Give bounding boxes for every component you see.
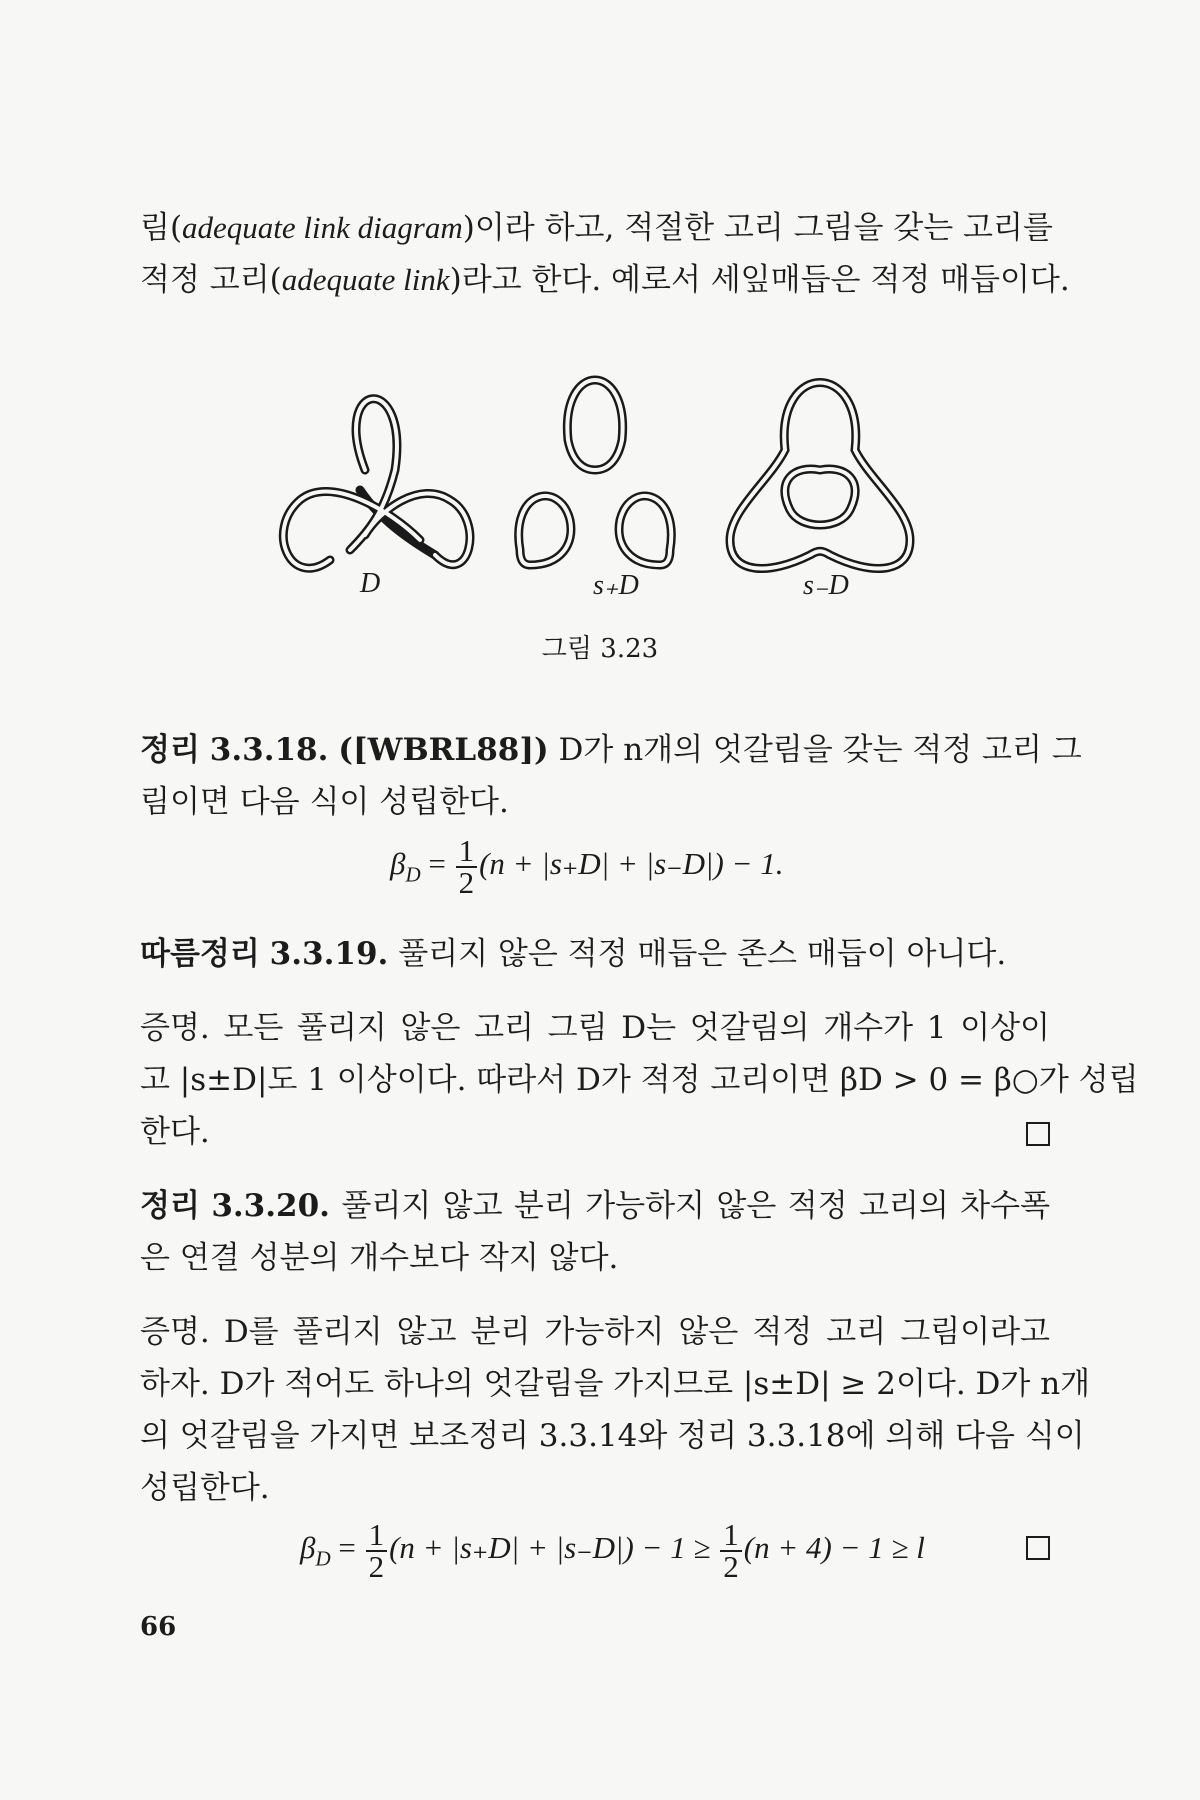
theorem-line xyxy=(140,728,1082,772)
fraction xyxy=(720,1517,742,1584)
theorem-number: 3.3.18. xyxy=(209,732,329,768)
corollary-head: 따름정리 xyxy=(140,936,260,972)
corollary-text: 풀리지 않은 적정 매듭은 존스 매듭이 아니다. xyxy=(398,936,1007,972)
formula-beta-d: $\beta_D$ = $\frac{1}{2}$ (n + |s₊D| + |s₋D|) − 1. xyxy=(390,833,784,900)
fraction xyxy=(456,833,478,900)
theorem-text: 풀리지 않고 분리 가능하지 않은 적정 고리의 차수폭 xyxy=(341,1188,1051,1224)
text: )이라 하고, 적절한 고리 그림을 갖는 고리를 xyxy=(462,210,1053,246)
corollary-number: 3.3.19. xyxy=(269,936,389,972)
formula-rhs: (n + |s₊D| + |s₋D|) − 1. xyxy=(479,846,784,882)
theorem-reference: ([WBRL88]) xyxy=(338,732,549,768)
formula-inequality: $\beta_D$ = $\frac{1}{2}$ (n + |s₊D| + |s₋D|) − 1 ≥ $\frac{1}{2}$ (n + 4) − 1 ≥ l xyxy=(300,1517,925,1584)
formula-middle: (n + |s₊D| + |s₋D|) − 1 ≥ xyxy=(389,1530,711,1566)
page-number: 66 xyxy=(140,1612,177,1642)
term-italic: adequate link xyxy=(281,262,450,297)
s-plus-state xyxy=(519,380,672,565)
fraction-numerator: 1 xyxy=(720,1520,742,1552)
proof-line: 고 |s±D|도 1 이상이다. 따라서 D가 적정 고리이면 βD > 0 = β○가 성립 xyxy=(140,1062,1139,1098)
paragraph-line xyxy=(140,206,1053,250)
proof-line: 성립한다. xyxy=(140,1470,270,1506)
proof-line: 증명. D를 풀리지 않고 분리 가능하지 않은 적정 고리 그림이라고 xyxy=(140,1314,1050,1350)
theorem-number: 3.3.20. xyxy=(211,1188,330,1224)
formula-end: (n + 4) − 1 ≥ l xyxy=(743,1530,925,1566)
math-symbol: β xyxy=(390,846,406,882)
figure-label-s-plus-d: s₊D xyxy=(593,570,639,601)
fraction-denominator: 2 xyxy=(458,865,475,900)
paragraph-line xyxy=(140,258,1070,302)
text: 적정 고리( xyxy=(140,262,282,298)
proof-line: 의 엇갈림을 가지면 보조정리 3.3.14와 정리 3.3.18에 의해 다음 식이 xyxy=(140,1418,1085,1454)
trefoil-diagram xyxy=(283,399,470,568)
theorem-head: 정리 xyxy=(140,732,200,768)
s-minus-state xyxy=(730,383,910,569)
figure-label-s-minus-d: s₋D xyxy=(803,570,849,601)
fraction-denominator: 2 xyxy=(723,1549,739,1584)
fraction-numerator: 1 xyxy=(366,1520,388,1552)
fraction xyxy=(366,1517,388,1584)
corollary-line xyxy=(140,932,1050,976)
proof-line: 하자. D가 적어도 하나의 엇갈림을 가지므로 |s±D| ≥ 2이다. D가 n개 xyxy=(140,1366,1091,1402)
proof-line: 증명. 모든 풀리지 않은 고리 그림 D는 엇갈림의 개수가 1 이상이 xyxy=(140,1010,1050,1046)
math-subscript: D xyxy=(315,1546,331,1571)
figure-caption: 그림 3.23 xyxy=(541,634,659,664)
theorem-line: 림이면 다음 식이 성립한다. xyxy=(140,784,509,820)
theorem-line xyxy=(140,1184,1050,1228)
figure-label-d: D xyxy=(360,568,381,599)
theorem-text: D가 n개의 엇갈림을 갖는 적정 고리 그 xyxy=(558,732,1082,768)
theorem-head: 정리 xyxy=(140,1188,200,1224)
fraction-denominator: 2 xyxy=(368,1549,385,1584)
text: )라고 한다. 예로서 세잎매듭은 적정 매듭이다. xyxy=(449,262,1070,298)
theorem-line: 은 연결 성분의 개수보다 작지 않다. xyxy=(140,1240,619,1276)
qed-square xyxy=(1026,1122,1050,1146)
proof-line: 한다. xyxy=(140,1114,210,1150)
fraction-numerator: 1 xyxy=(456,836,478,868)
term-italic: adequate link diagram xyxy=(182,210,463,245)
math-subscript: D xyxy=(405,862,421,887)
qed-square xyxy=(1026,1536,1050,1560)
math-symbol: β xyxy=(300,1530,316,1566)
text: 림( xyxy=(140,210,183,246)
